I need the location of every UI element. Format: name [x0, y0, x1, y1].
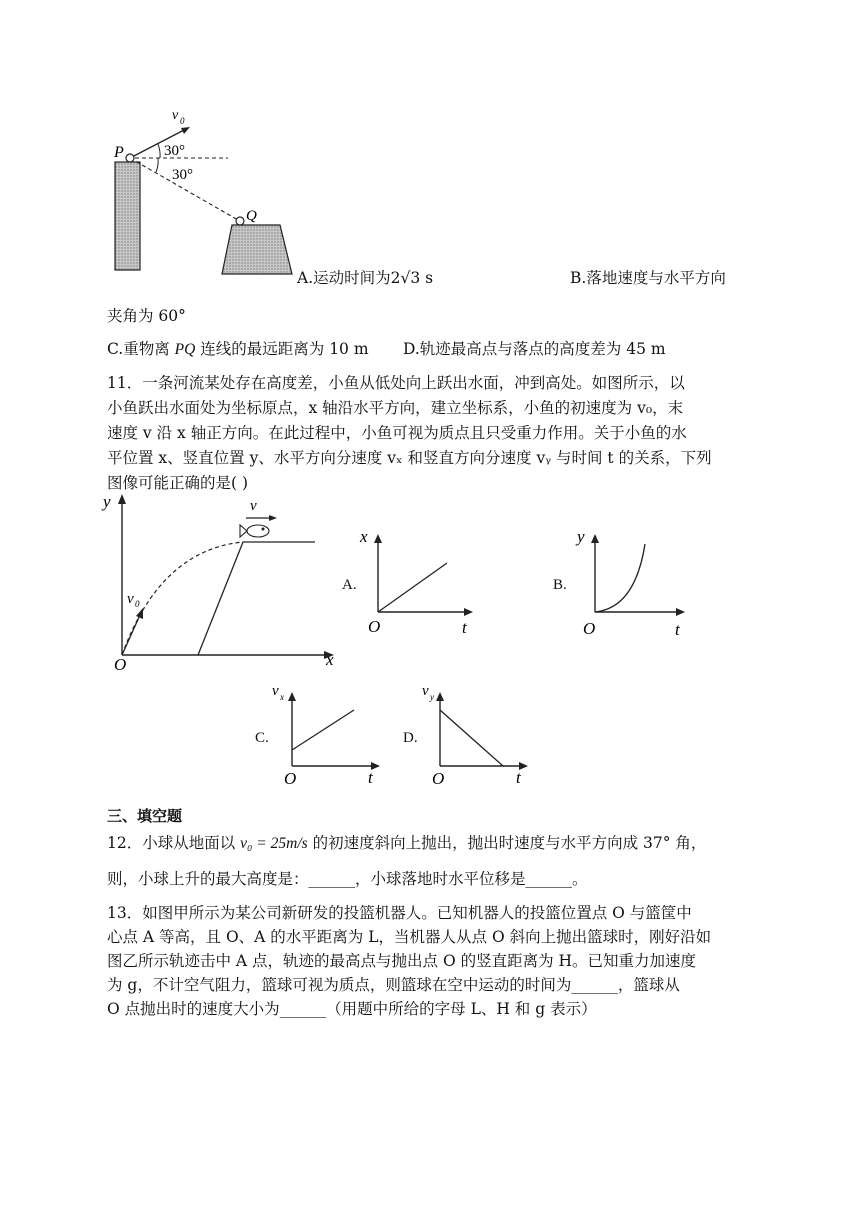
q10-figure	[100, 100, 320, 280]
q11-line-5: 图像可能正确的是( )	[107, 474, 249, 492]
graph-line	[292, 710, 354, 750]
q13-line-4: 为 g，不计空气阻力，篮球可视为质点，则篮球在空中运动的时间为______，篮球从	[107, 976, 680, 994]
q11-option-c-graph	[272, 680, 392, 790]
q10-option-a: A.运动时间为2√3 s	[297, 269, 434, 287]
svg-text:x: x	[360, 527, 368, 546]
q12-line-1: 12．小球从地面以 v₀ = 25m/s 的初速度斜向上抛出，抛出时速度与水平方向成 37° 角，	[107, 834, 707, 852]
q10-option-b-cont: 夹角为 60°	[107, 307, 186, 325]
q11-option-b-graph	[575, 520, 695, 645]
graph-curve	[595, 544, 645, 612]
q11-option-d-graph	[420, 680, 540, 790]
v0-label: v	[127, 591, 134, 607]
q11-line-1: 11．一条河流某处存在高度差，小鱼从低处向上跃出水面，冲到高处。如图所示，以	[107, 374, 685, 392]
point-q	[236, 217, 244, 225]
angle-label-1: 30°	[164, 143, 185, 159]
q11-main-figure	[100, 490, 350, 675]
q11-line-2: 小鱼跃出水面处为坐标原点，x 轴沿水平方向，建立坐标系，小鱼的初速度为 v₀，末	[107, 399, 684, 417]
q12-line-2: 则，小球上升的最大高度是：______，小球落地时水平位移是______。	[107, 870, 588, 888]
angle-arc-lower	[156, 158, 158, 172]
fish-icon	[240, 525, 269, 537]
origin-label: O	[114, 655, 127, 674]
q13-line-1: 13．如图甲所示为某公司新研发的投篮机器人。已知机器人的投篮位置点 O 与篮筐中	[107, 904, 692, 922]
q11-option-d-label: D.	[403, 730, 418, 746]
section-heading-fill-in: 三、填空题	[107, 807, 183, 825]
svg-text:O: O	[583, 619, 596, 638]
q11-option-b-label: B.	[553, 577, 567, 593]
svg-text:O: O	[432, 769, 445, 788]
q11-line-4: 平位置 x、竖直位置 y、水平方向分速度 vₓ 和竖直方向分速度 vᵧ 与时间 t 的关系，下列	[107, 449, 712, 467]
svg-text:O: O	[368, 617, 381, 636]
svg-text:v: v	[272, 683, 279, 699]
q13-line-2: 心点 A 等高，且 O、A 的水平距离为 L，当机器人从点 O 斜向上抛出篮球时，刚好沿如	[107, 928, 712, 946]
svg-text:x: x	[280, 692, 284, 702]
label-v0: v	[172, 108, 179, 123]
target-block	[222, 225, 292, 274]
q10-option-c: C.重物离 PQ 连线的最远距离为 10 m	[107, 340, 369, 358]
graph-line	[378, 563, 447, 612]
svg-text:0: 0	[180, 116, 185, 126]
v0-arrow	[122, 615, 140, 655]
svg-text:0: 0	[135, 599, 140, 609]
svg-text:t: t	[675, 620, 680, 639]
river-step	[198, 542, 315, 655]
svg-text:v: v	[422, 683, 429, 699]
q13-line-5: O 点抛出时的速度大小为______（用题中所给的字母 L、H 和 g 表示）	[107, 1000, 597, 1018]
q13-line-3: 图乙所示轨迹击中 A 点，轨迹的最高点与抛出点 O 的竖直距离为 H。已知重力加速度	[107, 952, 697, 970]
q11-option-a-graph	[360, 520, 480, 645]
q11-option-a-label: A.	[342, 577, 357, 593]
angle-arc-upper	[158, 144, 160, 158]
q11-line-3: 速度 v 沿 x 轴正方向。在此过程中，小鱼可视为质点且只受重力作用。关于小鱼的水	[107, 424, 687, 442]
axis-x-label: x	[326, 650, 334, 669]
svg-text:t: t	[368, 768, 373, 787]
q10-option-d: D.轨迹最高点与落点的高度差为 45 m	[403, 340, 666, 358]
label-q: Q	[246, 208, 257, 224]
label-p: P	[114, 144, 124, 161]
svg-text:y: y	[430, 692, 434, 702]
graph-line	[440, 710, 503, 766]
v-label: v	[250, 498, 257, 514]
fish-trajectory	[122, 542, 243, 655]
axis-y-label: y	[103, 492, 111, 511]
point-p	[126, 154, 134, 162]
q11-option-c-label: C.	[255, 730, 269, 746]
angle-label-2: 30°	[172, 167, 193, 183]
svg-text:t: t	[516, 768, 521, 787]
svg-text:y: y	[577, 527, 585, 546]
svg-text:O: O	[284, 769, 297, 788]
cliff-pillar	[115, 162, 140, 270]
q10-option-b: B.落地速度与水平方向	[570, 269, 726, 287]
svg-text:t: t	[462, 618, 467, 637]
